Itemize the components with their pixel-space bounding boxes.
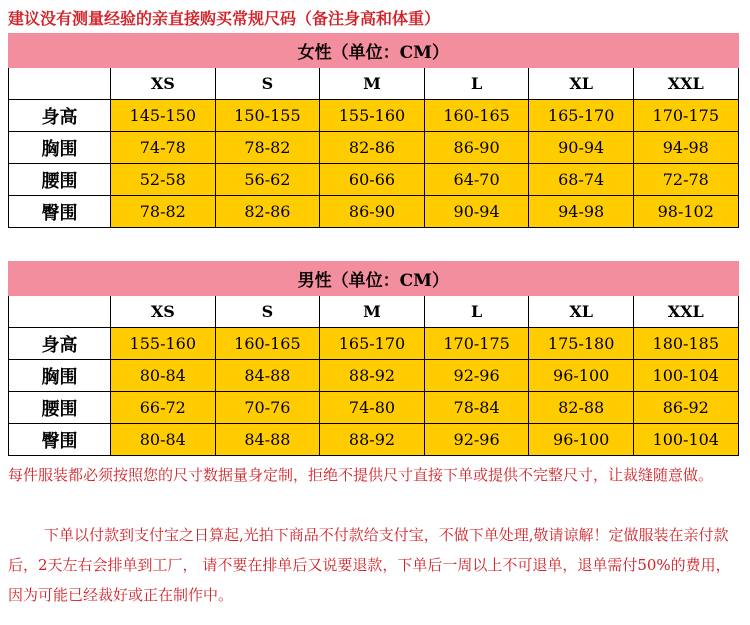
table-row (9, 328, 739, 360)
measurement-value: 92-96 (424, 360, 529, 392)
size-header-cell: M (320, 68, 425, 100)
table-row (9, 392, 739, 424)
size-header-cell: XXL (633, 296, 738, 328)
female-size-table (8, 33, 739, 228)
size-header-cell: M (320, 296, 425, 328)
measurement-value: 96-100 (529, 360, 634, 392)
table-row (9, 424, 739, 456)
measurement-value: 66-72 (111, 392, 216, 424)
header-corner-cell (9, 68, 111, 100)
measurement-value: 78-82 (111, 196, 216, 228)
measurement-value: 88-92 (320, 424, 425, 456)
measurement-value: 88-92 (320, 360, 425, 392)
measurement-value: 155-160 (320, 100, 425, 132)
measurement-value: 165-170 (529, 100, 634, 132)
size-header-cell: XL (529, 296, 634, 328)
measurement-label: 腰围 (9, 164, 111, 196)
measurement-value: 165-170 (320, 328, 425, 360)
measurement-value: 52-58 (111, 164, 216, 196)
custom-size-notice: 每件服装都必须按照您的尺寸数据量身定制，拒绝不提供尺寸直接下单或提供不完整尺寸，让裁缝随意做。 (8, 466, 714, 484)
measurement-value: 74-78 (111, 132, 216, 164)
measurement-label: 胸围 (9, 132, 111, 164)
measurement-value: 160-165 (215, 328, 320, 360)
measurement-value: 64-70 (424, 164, 529, 196)
measurement-value: 82-88 (529, 392, 634, 424)
measurement-value: 84-88 (215, 360, 320, 392)
size-header-cell: XS (111, 68, 216, 100)
measurement-value: 145-150 (111, 100, 216, 132)
measurement-label: 臀围 (9, 424, 111, 456)
size-header-cell: XXL (633, 68, 738, 100)
measurement-value: 150-155 (215, 100, 320, 132)
measurement-label: 身高 (9, 328, 111, 360)
measurement-value: 94-98 (633, 132, 738, 164)
measurement-value: 86-90 (424, 132, 529, 164)
size-header-cell: S (215, 296, 320, 328)
measurement-label: 臀围 (9, 196, 111, 228)
measurement-value: 78-84 (424, 392, 529, 424)
size-header-cell: XS (111, 296, 216, 328)
measurement-value: 80-84 (111, 360, 216, 392)
male-size-table (8, 261, 739, 456)
measurement-value: 74-80 (320, 392, 425, 424)
size-header-cell: S (215, 68, 320, 100)
measurement-value: 60-66 (320, 164, 425, 196)
measurement-value: 98-102 (633, 196, 738, 228)
measurement-value: 180-185 (633, 328, 738, 360)
size-header-cell: L (424, 68, 529, 100)
measurement-value: 72-78 (633, 164, 738, 196)
measurement-value: 82-86 (320, 132, 425, 164)
table-row (9, 100, 739, 132)
measurement-value: 90-94 (529, 132, 634, 164)
top-note: 建议没有测量经验的亲直接购买常规尺码（备注身高和体重） (8, 9, 441, 28)
header-corner-cell (9, 296, 111, 328)
measurement-value: 155-160 (111, 328, 216, 360)
table-row (9, 196, 739, 228)
measurement-value: 94-98 (529, 196, 634, 228)
table-title-row (9, 262, 739, 296)
measurement-value: 82-86 (215, 196, 320, 228)
size-header-row (9, 68, 739, 100)
measurement-value: 86-90 (320, 196, 425, 228)
measurement-value: 96-100 (529, 424, 634, 456)
table-row (9, 132, 739, 164)
measurement-label: 腰围 (9, 392, 111, 424)
measurement-value: 70-76 (215, 392, 320, 424)
measurement-value: 100-104 (633, 360, 738, 392)
measurement-value: 68-74 (529, 164, 634, 196)
measurement-value: 100-104 (633, 424, 738, 456)
measurement-value: 92-96 (424, 424, 529, 456)
table-row (9, 360, 739, 392)
measurement-value: 56-62 (215, 164, 320, 196)
table-title-row (9, 34, 739, 68)
table-title: 女性（单位：CM） (9, 34, 739, 68)
measurement-label: 身高 (9, 100, 111, 132)
measurement-value: 80-84 (111, 424, 216, 456)
size-header-cell: L (424, 296, 529, 328)
measurement-value: 160-165 (424, 100, 529, 132)
payment-refund-notice: 下单以付款到支付宝之日算起,光拍下商品不付款给支付宝，不做下单处理,敬请谅解！定做服装在亲付款后，2天左右会排单到工厂， 请不要在排单后又说要退款，下单后一周以上不可退单，退单需付50%的费用，因为可能已经裁好或正在制作中。 (8, 526, 731, 604)
measurement-value: 170-175 (424, 328, 529, 360)
measurement-label: 胸围 (9, 360, 111, 392)
measurement-value: 170-175 (633, 100, 738, 132)
measurement-value: 86-92 (633, 392, 738, 424)
measurement-value: 84-88 (215, 424, 320, 456)
table-row (9, 164, 739, 196)
measurement-value: 78-82 (215, 132, 320, 164)
measurement-value: 175-180 (529, 328, 634, 360)
size-header-cell: XL (529, 68, 634, 100)
size-header-row (9, 296, 739, 328)
measurement-value: 90-94 (424, 196, 529, 228)
table-title: 男性（单位：CM） (9, 262, 739, 296)
